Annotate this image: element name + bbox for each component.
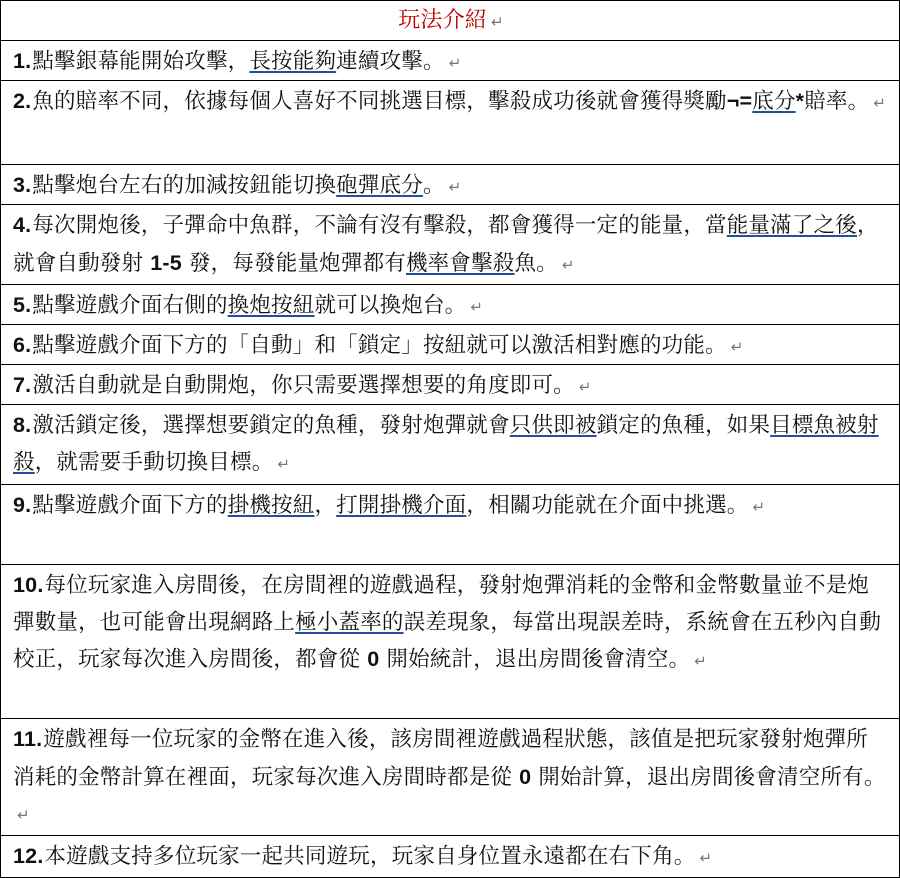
rule-text: 遊戲裡每一位玩家的金幣在進入後，該房間裡遊戲過程狀態，該值是把玩家發射炮彈所消耗的金幣計算在裡面，玩家每次進入房間時都是從 0 開始計算，退出房間後會清空所有。 [13, 727, 886, 790]
paragraph-mark-icon: ↵ [730, 338, 744, 356]
rule-row [1, 325, 899, 365]
rule-text: ，相關功能就在介面中挑選。 [466, 493, 749, 518]
paragraph-mark-icon: ↵ [277, 454, 291, 473]
rule-text: 點擊炮台左右的加減按鈕能切換 [32, 173, 337, 198]
rule-text: 誤差現象，每當出現誤差時，系統會在五秒內自動校正，玩家每次進入房間後，都會從 0 開始統計，退出房間後會清空。 [13, 609, 882, 672]
rule-text: 激活鎖定後，選擇想要鎖定的魚種，發射炮彈就會 [32, 413, 510, 438]
rule-text-underlined: 能量滿了之後 [726, 213, 857, 238]
rule-number: 7. [13, 373, 32, 397]
paragraph-mark-icon: ↵ [752, 498, 766, 516]
rule-text: 魚。 [514, 250, 558, 276]
rule-row [1, 565, 899, 719]
rule-number: 5. [13, 293, 32, 317]
rule-number: 8. [13, 413, 32, 437]
rule-row [1, 41, 899, 81]
rule-text: 鎖定的魚種，如果 [596, 413, 771, 438]
paragraph-mark-icon: ↵ [699, 849, 713, 867]
rule-text-underlined: 掛機按紐 [227, 493, 315, 518]
rule-text-underlined: 底分 [752, 89, 796, 114]
rule-text: 點擊遊戲介面右側的 [32, 293, 228, 318]
rule-number: 10. [13, 573, 44, 597]
rule-text: 本遊戲支持多位玩家一起共同遊玩，玩家自身位置永遠都在右下角。 [44, 844, 696, 869]
rule-text-underlined: 長按能夠 [249, 49, 337, 74]
page-title: 玩法介紹 [398, 8, 488, 33]
rule-number: 6. [13, 333, 32, 357]
rule-text-underlined: 只供即被 [509, 413, 597, 438]
rule-row [1, 485, 899, 565]
rule-text-underlined: 機率會擊殺 [405, 250, 515, 276]
rule-row [1, 405, 899, 485]
paragraph-mark-icon: ↵ [694, 652, 708, 670]
rule-text: ，就需要手動切換目標。 [34, 449, 274, 475]
rule-number: 4. [13, 213, 32, 237]
rule-row [1, 81, 899, 165]
paragraph-mark-icon: ↵ [491, 13, 504, 31]
rule-number: 11. [13, 727, 43, 751]
rule-row [1, 165, 899, 205]
rule-number: 3. [13, 173, 32, 197]
rules-list [1, 41, 899, 877]
paragraph-mark-icon: ↵ [448, 178, 462, 196]
rule-text-underlined: 目標魚被射殺 [13, 413, 879, 475]
rule-row [1, 205, 899, 285]
rule-text: 點擊遊戲介面下方的 [32, 493, 228, 518]
rule-text: 就可以換炮台。 [314, 293, 467, 318]
rule-text-underlined: 打開掛機介面 [336, 493, 467, 518]
rule-number: 9. [13, 493, 32, 517]
rule-text: ， [314, 493, 337, 518]
paragraph-mark-icon: ↵ [448, 54, 462, 72]
paragraph-mark-icon: ↵ [578, 378, 592, 396]
rule-row [1, 285, 899, 325]
rule-text: 每位玩家進入房間後，在房間裡的遊戲過程，發射炮彈消耗的金幣和金幣數量並不是炮彈數量，也可能會出現網路上 [13, 573, 870, 635]
rule-text: 。 [422, 173, 445, 198]
rule-text: 每次開炮後，子彈命中魚群，不論有沒有擊殺，都會獲得一定的能量，當 [32, 213, 727, 238]
rule-text-underlined: 換炮按紐 [227, 293, 315, 318]
rule-row [1, 836, 899, 877]
rule-text: 連續攻擊。 [336, 49, 445, 74]
rule-row [1, 365, 899, 405]
rule-text: *賠率。 [795, 89, 870, 114]
table-title-row [1, 1, 899, 41]
rule-text: 魚的賠率不同，依據每個人喜好不同挑選目標，擊殺成功後就會獲得獎勵¬= [32, 89, 753, 114]
rule-text: ，就會自動發射 1-5 發，每發能量炮彈都有 [13, 213, 879, 276]
paragraph-mark-icon: ↵ [561, 255, 575, 274]
rule-row [1, 719, 899, 836]
rule-number: 1. [13, 49, 32, 73]
rule-number: 12. [13, 844, 44, 868]
rule-text: 激活自動就是自動開炮，你只需要選擇想要的角度即可。 [32, 373, 575, 398]
paragraph-mark-icon: ↵ [470, 298, 484, 316]
rule-text: 點擊銀幕能開始攻擊， [32, 49, 250, 74]
paragraph-mark-icon: ↵ [17, 806, 30, 824]
rule-text-underlined: 砲彈底分 [336, 173, 423, 198]
rule-text: 點擊遊戲介面下方的「自動」和「鎖定」按紐就可以激活相對應的功能。 [32, 333, 727, 358]
rule-number: 2. [13, 89, 32, 113]
paragraph-mark-icon: ↵ [873, 94, 887, 112]
rule-text-underlined: 極小蓋率的 [295, 609, 404, 635]
